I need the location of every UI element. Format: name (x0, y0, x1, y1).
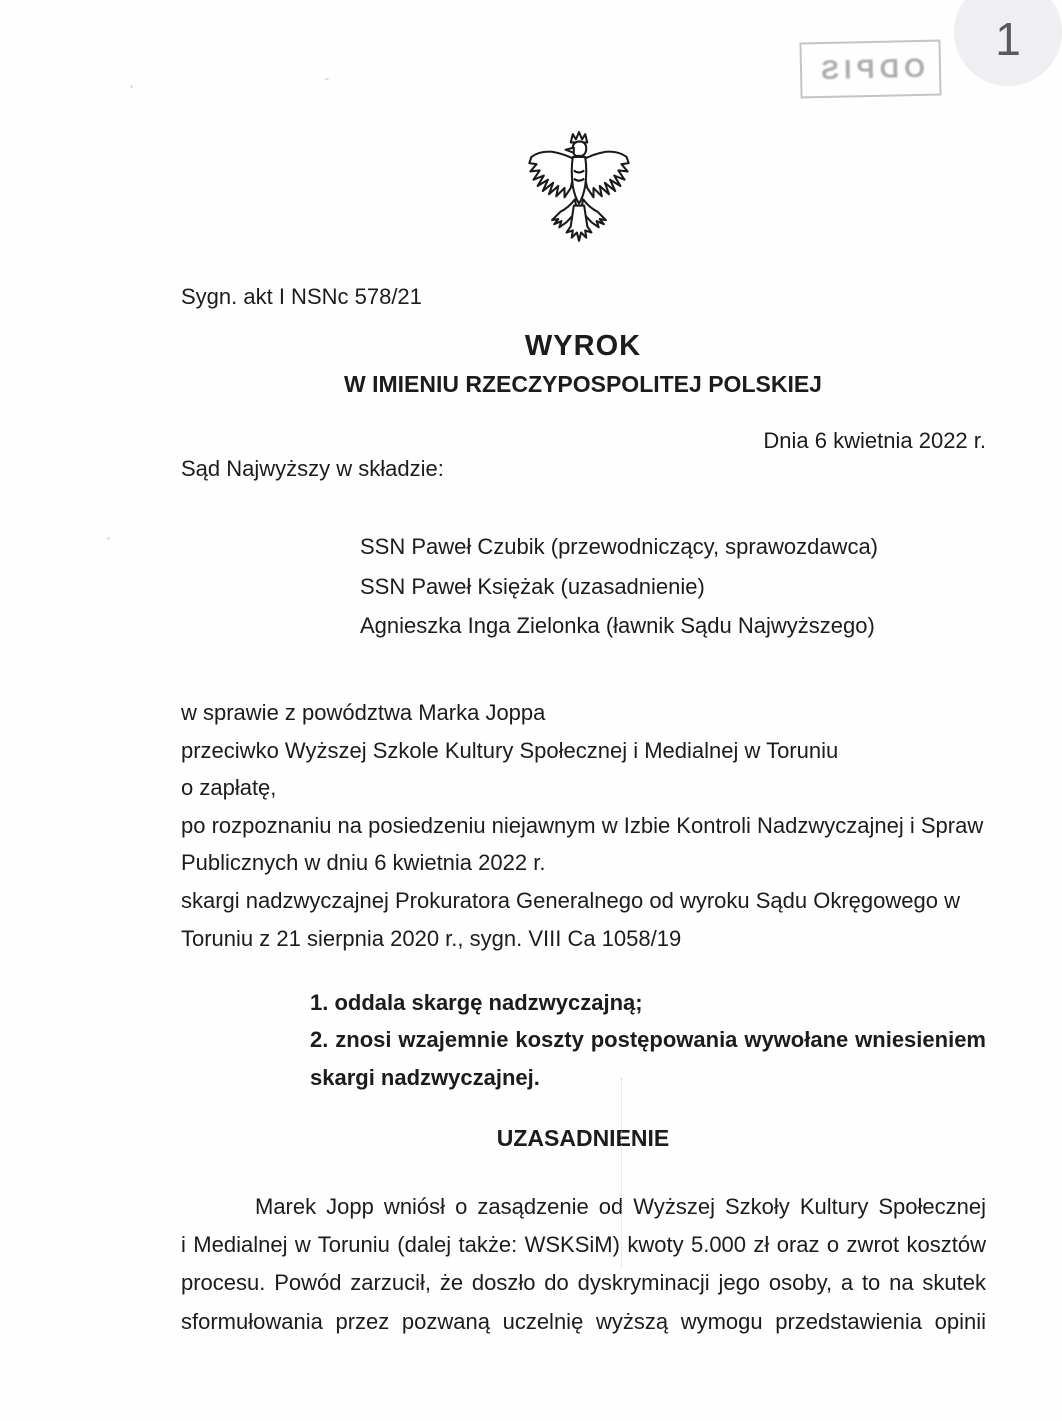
page-number: 1 (995, 13, 1021, 65)
panel-intro: Sąd Najwyższy w składzie: (181, 456, 444, 481)
case-number: Sygn. akt I NSNc 578/21 (181, 284, 422, 309)
judgment-date: Dnia 6 kwietnia 2022 r. (763, 428, 986, 453)
judge-line: SSN Paweł Księżak (uzasadnienie) (360, 573, 705, 599)
case-description (181, 694, 983, 957)
scan-speck (130, 85, 133, 88)
odpis-stamp-label: ODPIS (815, 52, 926, 85)
scan-speck (325, 78, 329, 80)
odpis-stamp (799, 40, 941, 99)
judge-line: Agnieszka Inga Zielonka (ławnik Sądu Najwyższego) (360, 613, 875, 638)
case-line: Publicznych w dniu 6 kwietnia 2022 r. (181, 850, 546, 876)
ruling-line: skargi nadzwyczajnej. (310, 1064, 540, 1090)
ruling-line: 1. oddala skargę nadzwyczajną; (310, 990, 643, 1015)
judge-line: SSN Paweł Czubik (przewodniczący, sprawozdawca) (360, 534, 879, 559)
judgment-title: WYROK (524, 330, 642, 362)
polish-eagle-emblem-icon (527, 129, 631, 247)
scan-fold-line-artifact (621, 1078, 622, 1268)
judgment-subtitle: W IMIENIU RZECZYPOSPOLITEJ POLSKIEJ (344, 371, 822, 397)
ruling-block (310, 984, 986, 1096)
justification-heading: UZASADNIENIE (496, 1125, 670, 1151)
justification-line: i Medialnej w Toruniu (dalej także: WSKSiM) kwoty 5.000 zł oraz o zwrot kosztów (181, 1232, 986, 1258)
justification-line: sformułowania przez pozwaną uczelnię wyższą wymogu przedstawienia opinii (181, 1308, 986, 1334)
justification-paragraph (181, 1188, 986, 1341)
case-line: Toruniu z 21 sierpnia 2020 r., sygn. VIII Ca 1058/19 (181, 925, 682, 951)
page-number-badge (954, 0, 1062, 86)
scan-speck (107, 537, 110, 540)
justification-line: Marek Jopp wniósł o zasądzenie od Wyższej Szkoły Kultury Społecznej (255, 1194, 986, 1219)
case-line: przeciwko Wyższej Szkole Kultury Społecznej i Medialnej w Toruniu (181, 737, 839, 763)
justification-line: procesu. Powód zarzucił, że doszło do dyskryminacji jego osoby, a to na skutek (181, 1270, 986, 1296)
case-line: w sprawie z powództwa Marka Joppa (181, 700, 546, 725)
ruling-line: 2. znosi wzajemnie koszty postępowania wywołane wniesieniem (310, 1027, 986, 1053)
case-line: o zapłatę, (181, 775, 277, 801)
case-line: po rozpoznaniu na posiedzeniu niejawnym w Izbie Kontroli Nadzwyczajnej i Spraw (181, 812, 984, 838)
case-line: skargi nadzwyczajnej Prokuratora Generalnego od wyroku Sądu Okręgowego w (181, 887, 960, 913)
judges-list (360, 528, 878, 647)
